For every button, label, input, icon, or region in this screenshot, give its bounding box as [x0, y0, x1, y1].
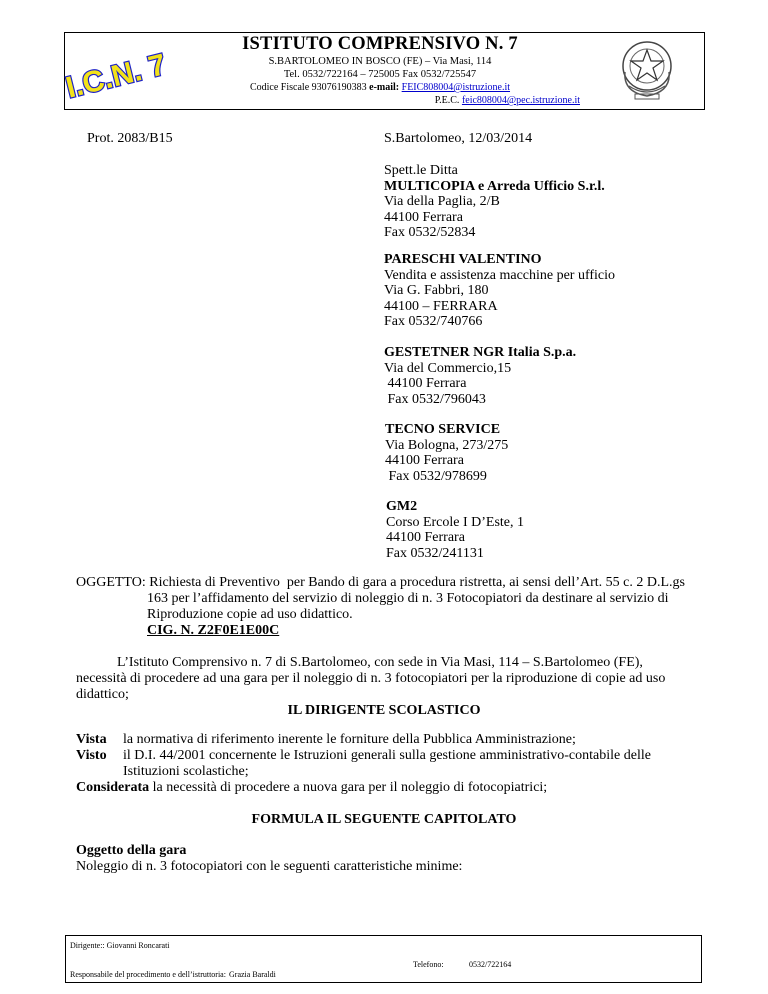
italian-republic-emblem-icon — [617, 36, 677, 102]
dirigente-title: IL DIRIGENTE SCOLASTICO — [287, 703, 481, 718]
cig-code: CIG. N. Z2F0E1E00C — [147, 623, 280, 638]
recipient-name: TECNO SERVICE — [385, 422, 501, 437]
consideration-considerata — [76, 780, 547, 796]
protocol-number: Prot. 2083/B15 — [87, 131, 173, 146]
pec-link[interactable]: feic808004@pec.istruzione.it — [461, 95, 580, 106]
tax-code: Codice Fiscale 93076190383 — [249, 82, 367, 93]
section-text: Noleggio di n. 3 fotocopiatori con le seguenti caratteristiche minime: — [76, 859, 463, 874]
footer-phone-label: Telefono: — [413, 960, 444, 969]
consideration-visto — [76, 748, 107, 764]
footer-responsabile-name: Grazia Baraldi — [229, 970, 276, 979]
consideration-text: la necessità di procedere a nuova gara per il noleggio di fotocopiatrici; — [149, 780, 548, 795]
subject-line-2: 163 per l’affidamento del servizio di noleggio di n. 3 Fotocopiatori da destinare al servizio di — [147, 591, 669, 606]
logo-text: I.C.N. 7 — [62, 48, 170, 105]
footer-dirigente: Dirigente:: Giovanni Roncarati — [70, 941, 170, 950]
recipients-intro: Spett.le Ditta — [384, 163, 458, 178]
email-link[interactable]: FEIC808004@istruzione.it — [401, 82, 511, 93]
recipient-block — [384, 163, 605, 241]
consideration-text-cont: Istituzioni scolastiche; — [123, 764, 249, 779]
recipient-line: Fax 0532/796043 — [384, 391, 486, 407]
subject-line-1 — [76, 575, 685, 591]
intro-line-1: L’Istituto Comprensivo n. 7 di S.Bartolomeo, con sede in Via Masi, 114 – S.Bartolomeo (FE), — [117, 655, 643, 670]
subject-label: OGGETTO: — [76, 575, 146, 590]
recipient-name: PARESCHI VALENTINO — [384, 252, 542, 267]
school-address: S.BARTOLOMEO IN BOSCO (FE) – Via Masi, 114 — [268, 56, 492, 67]
school-pec — [200, 95, 600, 106]
recipient-line: 44100 Ferrara — [386, 530, 465, 545]
consideration-label: Vista — [76, 732, 107, 747]
recipient-line: Via G. Fabbri, 180 — [384, 283, 489, 298]
subject-line-3: Riproduzione copie ad uso didattico. — [147, 607, 353, 622]
recipient-line: Fax 0532/740766 — [384, 314, 483, 329]
capitolato-title: FORMULA IL SEGUENTE CAPITOLATO — [251, 812, 517, 827]
recipient-line: Via Bologna, 273/275 — [385, 437, 509, 453]
recipient-line: 44100 Ferrara — [384, 209, 463, 225]
consideration-vista — [76, 732, 107, 748]
recipient-name: GM2 — [386, 499, 418, 514]
recipient-line: Vendita e assistenza macchine per ufficio — [384, 267, 616, 283]
school-tax-email — [150, 82, 610, 93]
recipient-block — [386, 499, 524, 561]
recipient-line: Via della Paglia, 2/B — [384, 194, 500, 209]
recipient-block — [384, 345, 576, 407]
recipient-name: MULTICOPIA e Arreda Ufficio S.r.l. — [384, 178, 605, 194]
recipient-line: Fax 0532/978699 — [385, 468, 487, 484]
school-phone: Tel. 0532/722164 – 725005 Fax 0532/725547 — [283, 69, 477, 80]
recipient-line: Fax 0532/241131 — [386, 545, 484, 561]
intro-line-3: didattico; — [76, 687, 129, 702]
recipient-line: 44100 Ferrara — [385, 453, 464, 468]
footer-responsabile-label: Responsabile del procedimento e dell’istruttoria: — [70, 970, 226, 979]
recipient-line: Via del Commercio,15 — [384, 360, 512, 376]
recipient-block — [384, 252, 615, 330]
date-line: S.Bartolomeo, 12/03/2014 — [384, 131, 533, 146]
section-title: Oggetto della gara — [76, 843, 187, 858]
school-logo — [62, 38, 170, 105]
footer-phone: 0532/722164 — [469, 960, 512, 969]
recipient-line: Fax 0532/52834 — [384, 225, 476, 240]
recipient-line: Corso Ercole I D’Este, 1 — [386, 514, 525, 530]
pec-label: P.E.C. — [434, 95, 460, 106]
recipient-name: GESTETNER NGR Italia S.p.a. — [384, 345, 577, 360]
subject-text: Richiesta di Preventivo per Bando di gara a procedura ristretta, ai sensi dell’Art. 55 c. 2 D.L.gs — [145, 575, 685, 590]
intro-line-2: necessità di procedere ad una gara per il noleggio di n. 3 fotocopiatori per la riproduzione di copie ad uso — [76, 671, 666, 686]
consideration-text: la normativa di riferimento inerente le forniture della Pubblica Amministrazione; — [123, 732, 576, 747]
school-name: ISTITUTO COMPRENSIVO N. 7 — [242, 34, 518, 54]
recipient-block — [385, 422, 508, 484]
recipient-line: 44100 Ferrara — [384, 376, 467, 391]
consideration-text: il D.I. 44/2001 concernente le Istruzioni generali sulla gestione amministrativo-contabile delle — [123, 748, 651, 763]
recipient-line: 44100 – FERRARA — [384, 298, 498, 314]
consideration-label: Visto — [76, 748, 107, 763]
consideration-label: Considerata — [76, 780, 150, 795]
email-label: e-mail: — [369, 82, 400, 93]
